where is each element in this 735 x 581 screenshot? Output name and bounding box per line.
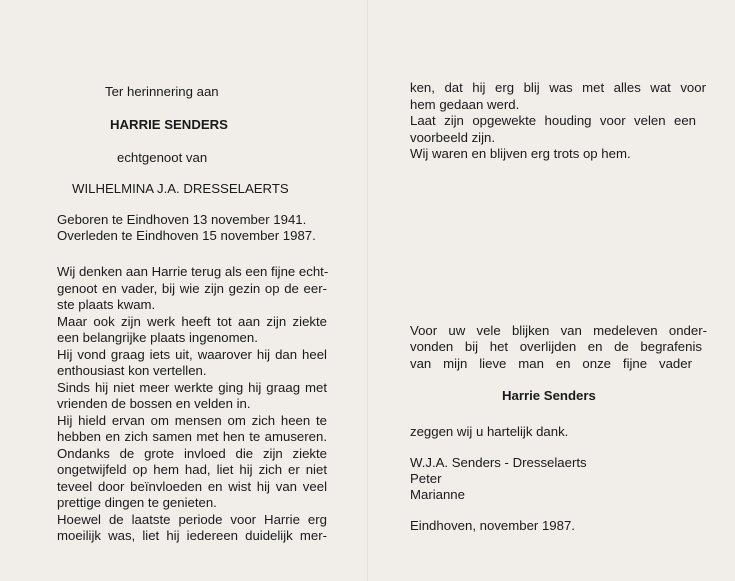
card-fold [367,0,369,581]
continuation-line: ken, dat hij erg blij was met alles wat voor [410,80,706,95]
eulogy-line: hebben en zich samen met hen te amuseren. [57,429,327,444]
eulogy-line: Hoewel de laatste periode voor Harrie erg [57,512,327,527]
eulogy-line: ongetwijfeld op hem had, liet hij zich er niet [57,462,327,477]
family-member: W.J.A. Senders - Dresselaerts [410,455,587,470]
deceased-name: HARRIE SENDERS [110,117,228,132]
eulogy-line: Sinds hij niet meer werkte ging hij graag met [57,380,327,395]
eulogy-line: Hij vond graag iets uit, waarover hij dan heel [57,347,327,362]
eulogy-line: moeilijk was, liet hij iedereen duidelijk mer- [57,528,327,543]
eulogy-line: genoot en vader, bij wie zijn gezin op de eer- [57,281,327,296]
birth-line: Geboren te Eindhoven 13 november 1941. [57,212,307,227]
thanks-line: vonden bij het overlijden en de begrafenis [410,339,702,354]
thanks-line: van mijn lieve man en onze fijne vader [410,356,692,371]
eulogy-line: Wij denken aan Harrie terug als een fijne echt- [57,264,329,279]
intro-text: Ter herinnering aan [105,84,219,99]
death-line: Overleden te Eindhoven 15 november 1987. [57,228,316,243]
family-member: Peter [410,471,442,486]
continuation-line: voorbeeld zijn. [410,130,496,145]
continuation-line: hem gedaan werd. [410,97,520,112]
family-member: Marianne [410,487,465,502]
eulogy-line: prettige dingen te genieten. [57,495,217,510]
eulogy-line: Maar ook zijn werk heeft tot aan zijn ziekte [57,314,327,329]
thanks-closing: zeggen wij u hartelijk dank. [410,424,569,439]
eulogy-line: een belangrijke plaats ingenomen. [57,330,258,345]
spouse-name: WILHELMINA J.A. DRESSELAERTS [72,181,289,196]
continuation-line: Wij waren en blijven erg trots op hem. [410,146,631,161]
spouse-intro: echtgenoot van [117,150,208,165]
eulogy-line: vrienden de bossen en velden in. [57,396,251,411]
eulogy-line: teveel door beïnvloeden en wist hij van veel [57,479,327,494]
eulogy-line: ste plaats kwam. [57,297,156,312]
eulogy-line: enthousiast kon vertellen. [57,363,207,378]
eulogy-line: Hij hield ervan om mensen om zich heen te [57,413,327,428]
eulogy-line: Ondanks de grote invloed die zijn ziekte [57,446,327,461]
signature-name: Harrie Senders [502,388,596,403]
thanks-line: Voor uw vele blijken van medeleven onder- [410,323,707,338]
place-date: Eindhoven, november 1987. [410,518,575,533]
continuation-line: Laat zijn opgewekte houding voor velen een [410,113,696,128]
